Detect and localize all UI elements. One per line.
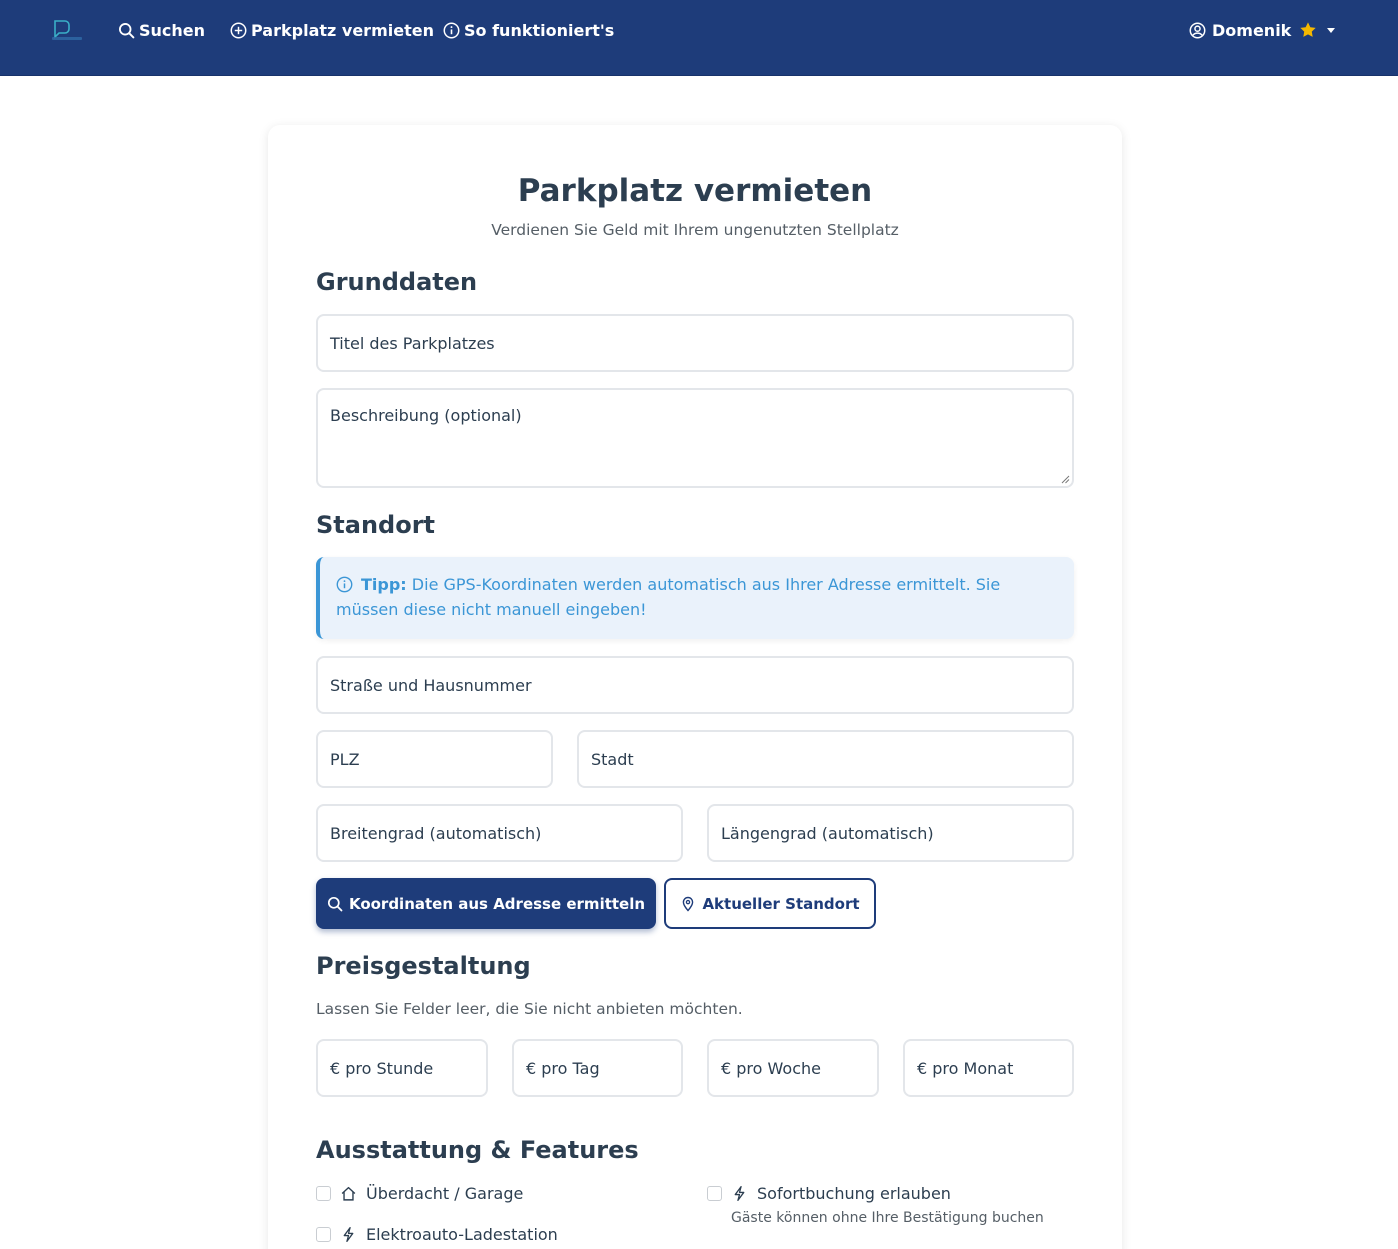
ev-charging-label: Elektroauto-Ladestation (366, 1225, 558, 1244)
nav-rent-label: Parkplatz vermieten (251, 20, 434, 40)
house-icon (340, 1185, 357, 1202)
feature-instant-booking[interactable] (707, 1184, 951, 1203)
rent-form-card (268, 125, 1122, 1249)
brand-logo[interactable] (50, 18, 86, 44)
price-per-week-input[interactable]: € pro Woche (707, 1039, 879, 1097)
current-location-button[interactable] (664, 878, 876, 929)
feature-ev-charging[interactable] (316, 1225, 558, 1244)
page-subtitle: Verdienen Sie Geld mit Ihrem ungenutzten Stellplatz (491, 221, 899, 239)
description-textarea[interactable] (316, 388, 1074, 488)
covered-label: Überdacht / Garage (366, 1184, 524, 1203)
user-circle-icon (1189, 22, 1206, 39)
caret-down-icon (1327, 28, 1335, 33)
star-icon (1299, 21, 1317, 39)
section-features-heading: Ausstattung & Features (316, 1136, 639, 1164)
geocode-address-button[interactable] (316, 878, 656, 929)
section-basics-heading: Grunddaten (316, 268, 478, 296)
price-per-day-input[interactable]: € pro Tag (512, 1039, 683, 1097)
lightning-icon (340, 1226, 357, 1243)
nav-rent-link[interactable] (230, 19, 434, 41)
section-pricing-heading: Preisgestaltung (316, 952, 531, 980)
nav-how-label: So funktioniert's (464, 20, 615, 40)
user-name: Domenik (1212, 20, 1292, 40)
info-circle-icon (336, 576, 353, 593)
lightning-icon (731, 1185, 748, 1202)
current-location-label: Aktueller Standort (702, 894, 860, 913)
search-icon (327, 896, 343, 912)
user-menu-toggle[interactable] (1189, 19, 1335, 41)
price-per-month-input[interactable]: € pro Monat (903, 1039, 1074, 1097)
nav-search-label: Suchen (139, 20, 206, 40)
tip-label: Tipp: (361, 575, 407, 594)
zip-input[interactable]: PLZ (316, 730, 553, 788)
title-input[interactable]: Titel des Parkplatzes (316, 314, 1074, 372)
resize-handle-icon[interactable] (1060, 474, 1070, 484)
feature-covered[interactable] (316, 1184, 523, 1203)
nav-how-link[interactable] (443, 19, 614, 41)
longitude-input[interactable]: Längengrad (automatisch) (707, 804, 1074, 862)
page-title: Parkplatz vermieten (517, 173, 873, 209)
navbar (0, 0, 1398, 76)
street-input[interactable]: Straße und Hausnummer (316, 656, 1074, 714)
instant-booking-label: Sofortbuchung erlauben (757, 1184, 951, 1203)
latitude-input[interactable]: Breitengrad (automatisch) (316, 804, 683, 862)
instant-booking-help: Gäste können ohne Ihre Bestätigung buchen (731, 1210, 1044, 1226)
info-circle-icon (443, 22, 460, 39)
geocode-button-label: Koordinaten aus Adresse ermitteln (348, 894, 646, 913)
ev-charging-checkbox[interactable] (316, 1227, 331, 1242)
map-pin-icon (680, 896, 696, 912)
instant-booking-checkbox[interactable] (707, 1186, 722, 1201)
plus-circle-icon (230, 22, 247, 39)
pricing-hint: Lassen Sie Felder leer, die Sie nicht anbieten möchten. (316, 1000, 743, 1018)
nav-search-link[interactable] (118, 19, 205, 41)
tip-text: Die GPS-Koordinaten werden automatisch aus Ihrer Adresse ermittelt. Sie müssen diese nicht manuell eingeben! (336, 575, 1001, 619)
covered-checkbox[interactable] (316, 1186, 331, 1201)
description-placeholder: Beschreibung (optional) (330, 406, 522, 425)
price-per-hour-input[interactable]: € pro Stunde (316, 1039, 488, 1097)
city-input[interactable]: Stadt (577, 730, 1074, 788)
section-location-heading: Standort (316, 511, 436, 539)
gps-tip-alert (316, 557, 1074, 639)
search-icon (118, 22, 135, 39)
